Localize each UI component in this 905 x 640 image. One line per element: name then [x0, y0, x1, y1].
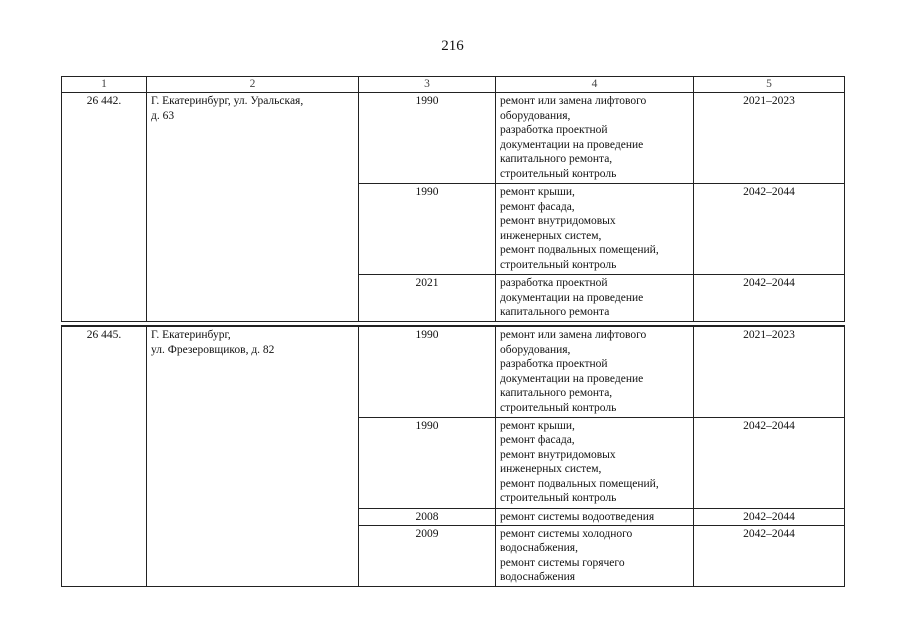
- period-cell: 2042–2044: [694, 508, 845, 525]
- work-line: ремонт фасада,: [500, 200, 575, 213]
- work-line: капитального ремонта,: [500, 387, 613, 400]
- work-line: ремонт или замена лифтового: [500, 95, 647, 107]
- header-col-1: 1: [62, 77, 147, 93]
- building-address: [147, 93, 359, 322]
- address-line: Г. Екатеринбург,: [151, 329, 231, 341]
- header-col-5: 5: [694, 77, 845, 93]
- year-cell: 2021: [359, 275, 496, 322]
- table-row: [62, 93, 845, 184]
- record-number: 26 442.: [62, 93, 147, 322]
- work-line: ремонт системы водоотведения: [500, 510, 655, 523]
- work-line: документации на проведение: [500, 138, 644, 151]
- work-line: разработка проектной: [500, 124, 608, 137]
- work-line: капитального ремонта: [500, 306, 610, 319]
- work-line: водоснабжения: [500, 571, 576, 584]
- work-line: оборудования,: [500, 109, 571, 122]
- work-line: ремонт подвальных помещений,: [500, 244, 659, 257]
- works-cell: [496, 525, 694, 586]
- work-line: строительный контроль: [500, 167, 617, 180]
- period-cell: 2021–2023: [694, 93, 845, 184]
- header-col-2: 2: [147, 77, 359, 93]
- work-line: ремонт подвальных помещений,: [500, 477, 659, 490]
- building-address: [147, 326, 359, 586]
- year-cell: 2009: [359, 525, 496, 586]
- building-block: [61, 325, 845, 587]
- period-cell: 2042–2044: [694, 184, 845, 275]
- works-cell: [496, 93, 694, 184]
- header-row: [62, 77, 845, 93]
- work-line: ремонт внутридомовых: [500, 448, 616, 461]
- works-cell: [496, 184, 694, 275]
- work-line: разработка проектной: [500, 277, 608, 289]
- header-col-3: 3: [359, 77, 496, 93]
- address-line: д. 63: [151, 109, 175, 122]
- work-line: инженерных систем,: [500, 229, 602, 242]
- work-line: строительный контроль: [500, 258, 617, 271]
- work-line: капитального ремонта,: [500, 153, 613, 166]
- work-line: строительный контроль: [500, 492, 617, 505]
- table-row: [62, 326, 845, 417]
- work-line: ремонт системы холодного: [500, 527, 633, 540]
- year-cell: 2008: [359, 508, 496, 525]
- address-line: Г. Екатеринбург, ул. Уральская,: [151, 95, 304, 107]
- year-cell: 1990: [359, 184, 496, 275]
- period-cell: 2042–2044: [694, 417, 845, 508]
- year-cell: 1990: [359, 93, 496, 184]
- work-line: ремонт внутридомовых: [500, 215, 616, 228]
- table-header: [61, 76, 845, 93]
- work-line: разработка проектной: [500, 358, 608, 371]
- work-line: ремонт крыши,: [500, 186, 575, 198]
- work-line: водоснабжения,: [500, 542, 578, 555]
- header-col-4: 4: [496, 77, 694, 93]
- work-line: ремонт системы горячего: [500, 556, 625, 569]
- work-line: ремонт крыши,: [500, 419, 575, 432]
- work-line: ремонт фасада,: [500, 434, 575, 447]
- work-line: документации на проведение: [500, 372, 644, 385]
- work-line: строительный контроль: [500, 401, 617, 414]
- works-cell: [496, 275, 694, 322]
- work-line: документации на проведение: [500, 291, 644, 304]
- address-line: ул. Фрезеровщиков, д. 82: [151, 343, 275, 356]
- works-cell: [496, 417, 694, 508]
- page-number: 216: [441, 38, 464, 54]
- record-number: 26 445.: [62, 326, 147, 586]
- building-block: [61, 92, 845, 322]
- year-cell: 1990: [359, 417, 496, 508]
- work-line: ремонт или замена лифтового: [500, 329, 647, 341]
- work-line: оборудования,: [500, 343, 571, 356]
- period-cell: 2042–2044: [694, 275, 845, 322]
- period-cell: 2042–2044: [694, 525, 845, 586]
- year-cell: 1990: [359, 326, 496, 417]
- work-line: инженерных систем,: [500, 463, 602, 476]
- works-cell: [496, 326, 694, 417]
- period-cell: 2021–2023: [694, 326, 845, 417]
- works-cell: [496, 508, 694, 525]
